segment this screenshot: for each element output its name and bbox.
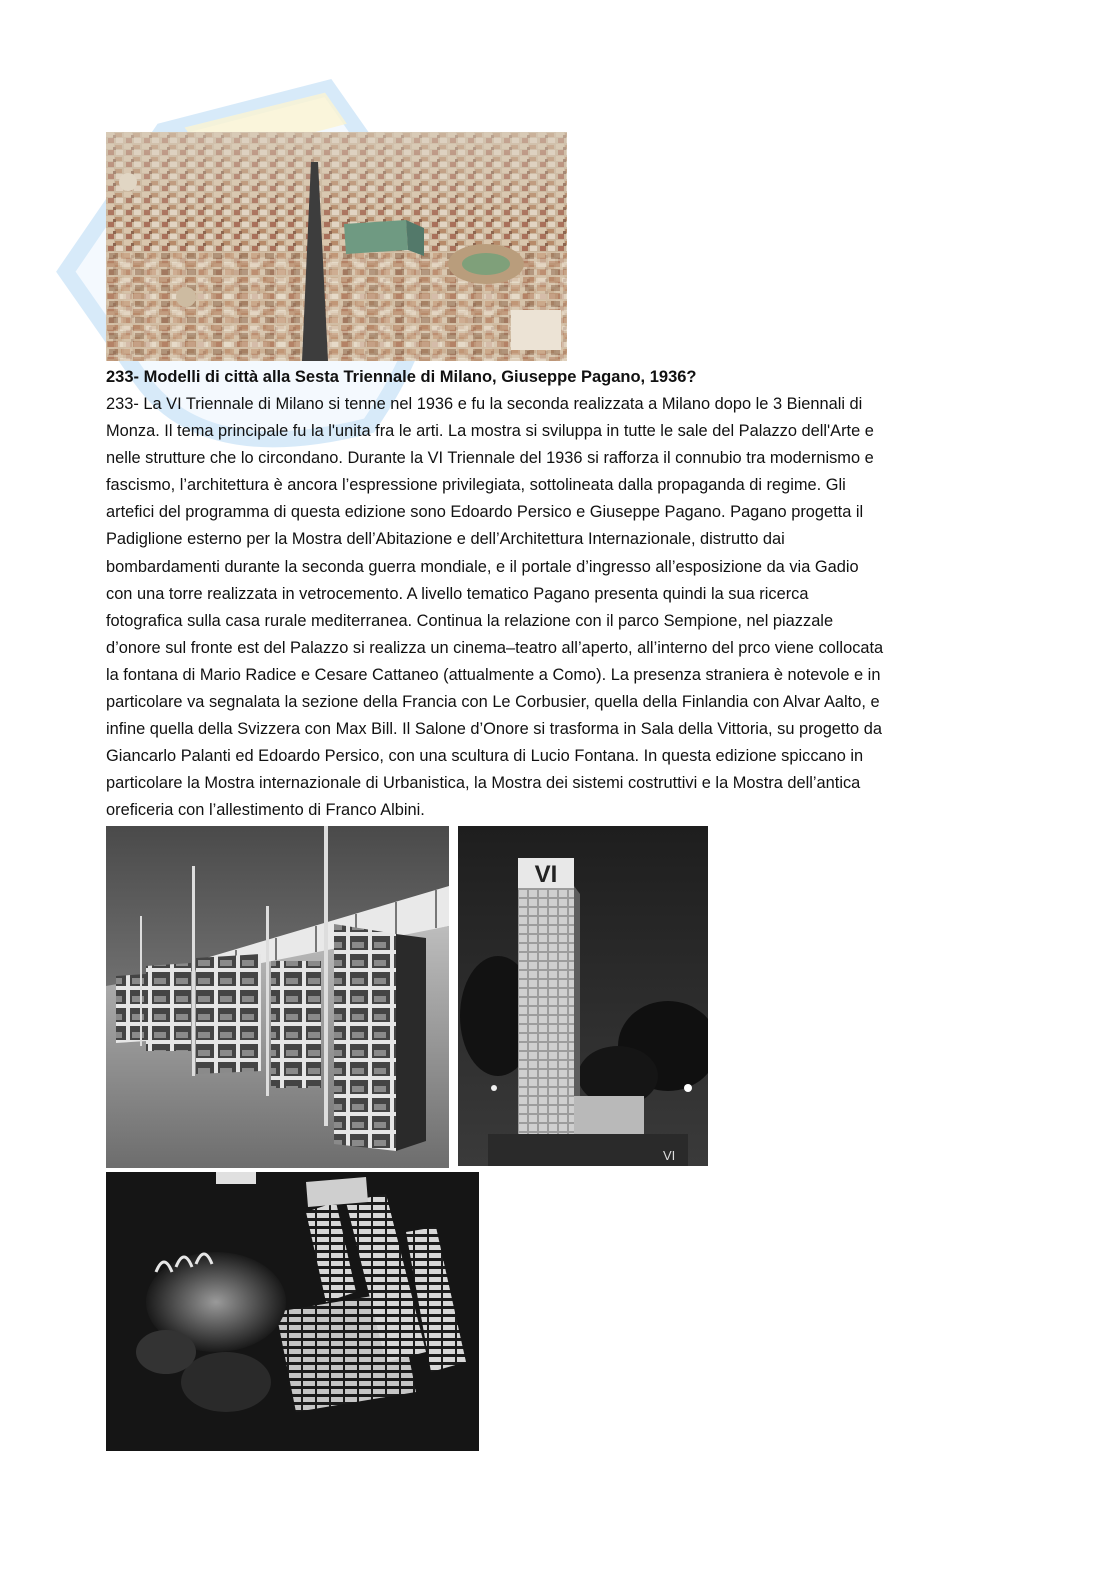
paragraph-line: Giancarlo Palanti ed Edoardo Persico, con una scultura di Lucio Fontana. In questa edizione spiccano in: [106, 747, 864, 766]
paragraph-line: fascismo, l’architettura è ancora l’espressione privilegiata, sottolineata dalla propaganda di regime. Gli: [106, 476, 846, 495]
paragraph-line: infine quella della Svizzera con Max Bill. Il Salone d’Onore si trasforma in Sala della Vittoria, su progetto da: [106, 720, 882, 739]
paragraph-line: Monza. Il tema principale fu la l'unita fra le arti. La mostra si sviluppa in tutte le sale del Palazzo dell'Arte e: [106, 422, 874, 441]
paragraph-line: 233- La VI Triennale di Milano si tenne nel 1936 e fu la seconda realizzata a Milano dopo le 3 Biennali di: [106, 395, 863, 413]
paragraph-line: particolare la Mostra internazionale di Urbanistica, la Mostra dei sistemi costruttivi e la Mostra dell’antica: [106, 774, 861, 793]
answer-paragraph: [106, 391, 1011, 825]
paragraph-line: d’onore sul fronte est del Palazzo si realizza un cinema‒teatro all’aperto, all’interno del prco viene collocata: [106, 638, 884, 657]
paragraph-line: nelle strutture che lo circondano. Durante la VI Triennale del 1936 si rafforza il connubio tra modernismo e: [106, 449, 874, 468]
tower-caption-text: VI: [663, 1148, 676, 1163]
city-aerial-photo: [106, 132, 567, 361]
tower-sign-text: VI: [534, 861, 558, 888]
question-heading: 233- Modelli di città alla Sesta Triennale di Milano, Giuseppe Pagano, 1936?: [106, 368, 697, 386]
paragraph-line: oreficeria con l’allestimento di Franco Albini.: [106, 801, 425, 820]
paragraph-line: la fontana di Mario Radice e Cesare Cattaneo (attualmente a Como). La presenza straniera è notevole e in: [106, 665, 881, 684]
paragraph-line: fotografica sulla casa rurale mediterranea. Continua la relazione con il parco Sempione, nel piazzale: [106, 611, 834, 630]
glass-tower-photo: [458, 826, 708, 1166]
night-aerial-photo: [106, 1172, 479, 1451]
paragraph-line: artefici del programma di questa edizione sono Edoardo Persico e Giuseppe Pagano. Pagano progetta il: [106, 503, 864, 522]
exhibition-gallery-photo: [106, 826, 449, 1168]
paragraph-line: con una torre realizzata in vetrocemento. A livello tematico Pagano presenta quindi la sua ricerca: [106, 584, 809, 603]
paragraph-line: Padiglione esterno per la Mostra dell’Abitazione e dell’Architettura Internazionale, distrutto dai: [106, 530, 785, 549]
paragraph-line: particolare va segnalata la sezione della Francia con Le Corbusier, quella della Finlandia con Alvar Aalto, e: [106, 693, 880, 712]
paragraph-line: bombardamenti durante la seconda guerra mondiale, e il portale d’ingresso all’esposizione da via Gadio: [106, 557, 859, 576]
